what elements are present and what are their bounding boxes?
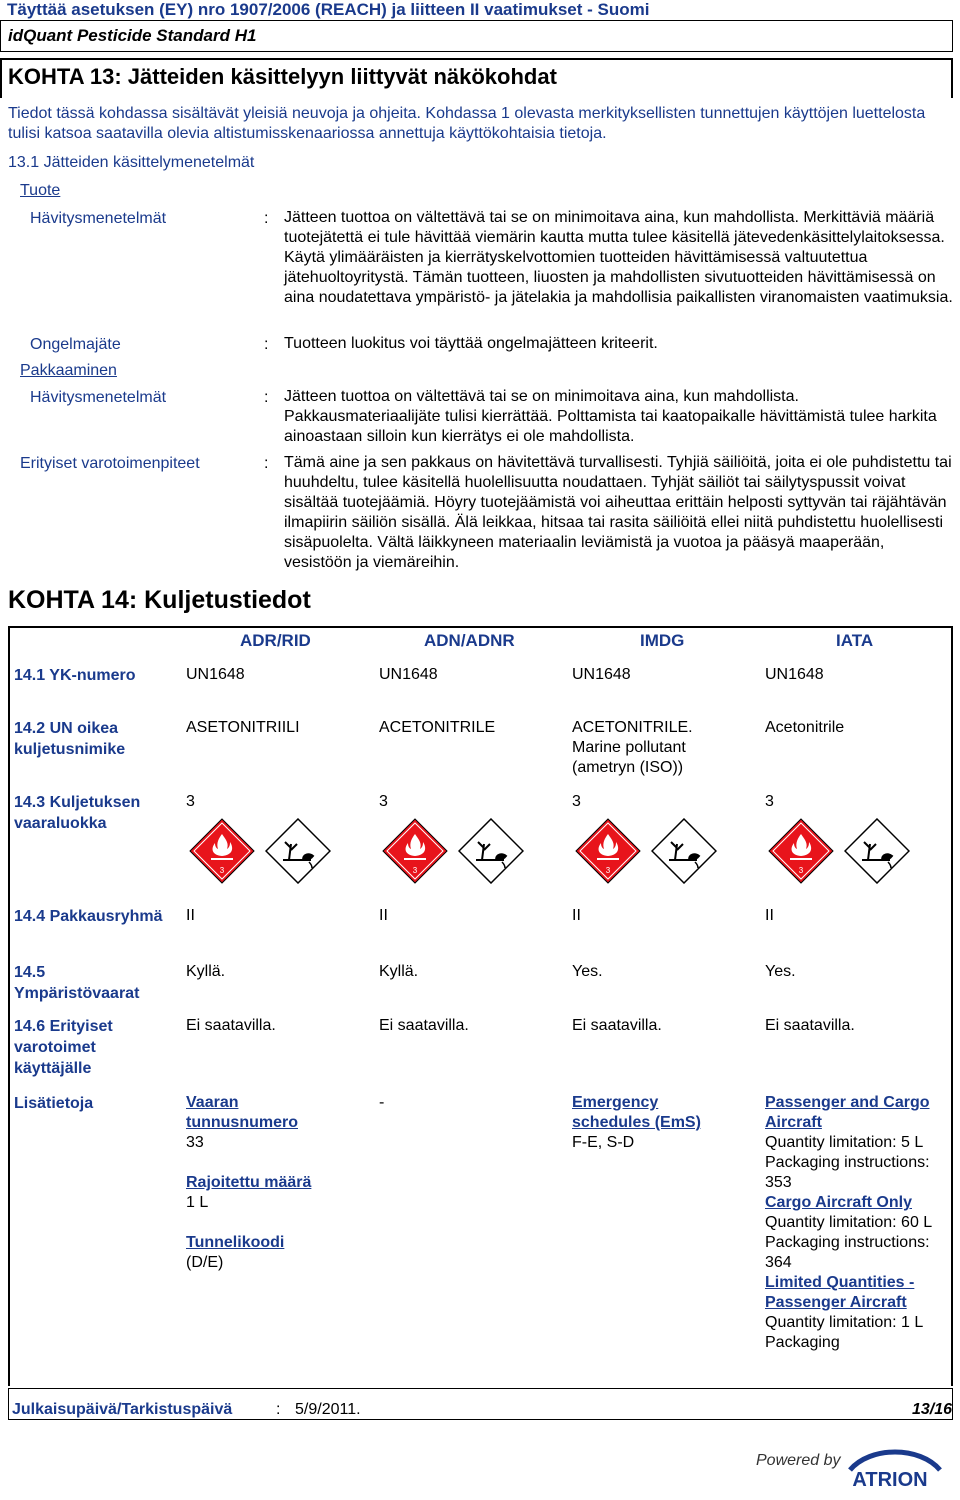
product-methods-label: Hävitysmenetelmät	[30, 210, 167, 227]
cell-sp-iata: Ei saatavilla.	[765, 1017, 855, 1034]
packaging-heading: Pakkaaminen	[20, 362, 117, 379]
cell-env-adn: Kyllä.	[379, 963, 419, 980]
ems-heading: Emergency schedules (EmS)	[572, 1094, 701, 1131]
passenger-cargo-value: Quantity limitation: 5 L Packaging instructions: 353	[765, 1134, 930, 1191]
cell-sp-adn: Ei saatavilla.	[379, 1017, 469, 1034]
col-header-imdg: IMDG	[640, 631, 685, 650]
cell-pg-imdg: II	[572, 907, 581, 924]
powered-by-label: Powered by	[756, 1452, 841, 1469]
colon: :	[264, 336, 269, 353]
colon: :	[264, 455, 269, 472]
row-label-shipping-name: 14.2 UN oikea kuljetusnimike	[14, 720, 126, 758]
cell-pg-adn: II	[379, 907, 388, 924]
cell-name-iata: Acetonitrile	[765, 719, 845, 736]
row-label-un-number: 14.1 YK-numero	[14, 667, 136, 684]
tunnel-code-heading: Tunnelikoodi	[186, 1234, 285, 1251]
additional-imdg	[572, 1093, 732, 1153]
cargo-only-heading: Cargo Aircraft Only	[765, 1194, 912, 1211]
row-label-hazard-class: 14.3 Kuljetuksen vaaraluokka	[14, 794, 141, 832]
cell-name-adr: ASETONITRIILI	[186, 719, 300, 736]
hazardous-waste-label: Ongelmajäte	[30, 336, 121, 353]
product-methods-value: Jätteen tuottoa on vältettävä tai se on minimoitava aina, kun mahdollista. Merkittäviä määriä tuotejätettä ei tule hävittää viemärin kautta mutta tulee käsitellä jätevedenkäsittelylaitoksessa. Käytä ylimääräisten ja kierrätyskelvottomien tuotteiden hävittämisessä valtuutettua jätehuoltoyritystä. Tämän tuotteen, liuosten ja mahdollisten sivutuotteiden hävittämisessä on aina noudatettava ympäristö- ja jätelakia ja mahdollisia paikallisten viranomaisten vaatimuksia.	[284, 209, 953, 306]
diamond-class-number: 3	[798, 866, 804, 875]
cell-sp-adr: Ei saatavilla.	[186, 1017, 276, 1034]
flammable-liquid-pictogram-icon	[575, 818, 641, 884]
row-label-additional: Lisätietoja	[14, 1095, 94, 1112]
page-number: 13/16	[911, 1401, 952, 1418]
colon: :	[264, 210, 269, 227]
cell-class-adr: 3	[186, 793, 195, 810]
limited-quantity-value: 1 L	[186, 1194, 209, 1211]
hazard-id-number-heading: Vaaran tunnusnumero	[186, 1094, 298, 1131]
environment-hazard-pictogram-icon	[265, 818, 331, 884]
cell-name-imdg: ACETONITRILE. Marine pollutant (ametryn (ISO))	[572, 719, 693, 776]
diamond-class-number: 3	[219, 866, 225, 875]
cell-un-adn: UN1648	[379, 666, 438, 683]
colon: :	[264, 389, 269, 406]
product-heading: Tuote	[20, 182, 61, 199]
environment-hazard-pictogram-icon	[651, 818, 717, 884]
cell-pg-iata: II	[765, 907, 774, 924]
cell-pg-adr: II	[186, 907, 195, 924]
environment-hazard-pictogram-icon	[844, 818, 910, 884]
ems-value: F-E, S-D	[572, 1134, 635, 1151]
footer-date-label: Julkaisupäivä/Tarkistuspäivä	[12, 1401, 233, 1418]
special-precautions-label: Erityiset varotoimenpiteet	[20, 455, 200, 472]
col-header-adn: ADN/ADNR	[424, 631, 515, 650]
row-label-special-precautions: 14.6 Erityiset varotoimet käyttäjälle	[14, 1018, 113, 1077]
flammable-liquid-pictogram-icon	[189, 818, 255, 884]
footer-date: 5/9/2011.	[295, 1401, 361, 1418]
limited-quantities-value: Quantity limitation: 1 L Packaging	[765, 1314, 923, 1351]
cell-class-adn: 3	[379, 793, 388, 810]
cell-env-imdg: Yes.	[572, 963, 603, 980]
section-14-title: KOHTA 14: Kuljetustiedot	[8, 586, 311, 614]
environment-hazard-pictogram-icon	[458, 818, 524, 884]
atrion-logo-icon	[820, 1442, 956, 1490]
passenger-cargo-heading: Passenger and Cargo Aircraft	[765, 1094, 930, 1131]
cargo-only-value: Quantity limitation: 60 L Packaging instructions: 364	[765, 1214, 932, 1271]
section-13-title: KOHTA 13: Jätteiden käsittelyyn liittyvät näkökohdat	[8, 64, 557, 89]
limited-quantity-heading: Rajoitettu määrä	[186, 1174, 312, 1191]
hazardous-waste-value: Tuotteen luokitus voi täyttää ongelmajätteen kriteerit.	[284, 335, 658, 352]
logo-text: ATRION	[852, 1469, 928, 1490]
section-13-intro: Tiedot tässä kohdassa sisältävät yleisiä neuvoja ja ohjeita. Kohdassa 1 olevasta merkityksellisten tunnettujen käyttöjen luettelosta tulisi katsoa saatavilla olevia altistumisskenaariossa annettuja käyttökohtaisia tietoja.	[8, 105, 926, 142]
hazard-id-number-value: 33	[186, 1134, 204, 1151]
additional-adr	[186, 1093, 336, 1273]
flammable-liquid-pictogram-icon	[768, 818, 834, 884]
row-label-packing-group: 14.4 Pakkausryhmä	[14, 908, 163, 925]
diamond-class-number: 3	[605, 866, 611, 875]
document-regulation-title: Täyttää asetuksen (EY) nro 1907/2006 (REACH) ja liitteen II vaatimukset - Suomi	[7, 0, 650, 19]
flammable-liquid-pictogram-icon	[382, 818, 448, 884]
cell-class-iata: 3	[765, 793, 774, 810]
footer-colon: :	[276, 1401, 281, 1418]
diamond-class-number: 3	[412, 866, 418, 875]
col-header-iata: IATA	[836, 631, 874, 650]
cell-sp-imdg: Ei saatavilla.	[572, 1017, 662, 1034]
limited-quantities-heading: Limited Quantities - Passenger Aircraft	[765, 1274, 915, 1311]
packaging-methods-label: Hävitysmenetelmät	[30, 389, 167, 406]
col-header-adr: ADR/RID	[240, 631, 311, 650]
cell-un-imdg: UN1648	[572, 666, 631, 683]
row-label-env-hazards: 14.5 Ympäristövaarat	[14, 964, 140, 1002]
packaging-methods-value: Jätteen tuottoa on vältettävä tai se on minimoitava aina, kun mahdollista. Pakkausmateriaalijäte tulisi kierrättää. Polttamista tai kaatopaikalle hävittämistä tulee harkita ainoastaan silloin kun kierrätys ei ole mahdollista.	[284, 388, 937, 445]
additional-adn: -	[379, 1094, 385, 1111]
cell-name-adn: ACETONITRILE	[379, 719, 496, 736]
additional-iata	[765, 1093, 945, 1353]
cell-class-imdg: 3	[572, 793, 581, 810]
subsection-13-1-title: 13.1 Jätteiden käsittelymenetelmät	[8, 154, 255, 171]
special-precautions-value: Tämä aine ja sen pakkaus on hävitettävä turvallisesti. Tyhjiä säiliöitä, joita ei ole puhdistettu tai huuhdeltu, tulee käsitellä huolellisuutta noudattaen. Tyhjät säiliöt tai säilytyspussit voivat sisältää tuotejäämiä. Höyry tuotejäämistä voi aiheuttaa erittäin helposti syttyvän tai räjähtävän ilmapiirin säiliön sisällä. Älä leikkaa, hitsaa tai rasita säiliöitä ellei niitä puhdistettu huolellisesti sisäpuolelta. Vältä läikkyneen materiaalin leviämistä ja vuotoa ja pääsyä maaperään, vesistöön ja viemäreihin.	[284, 454, 952, 571]
tunnel-code-value: (D/E)	[186, 1254, 224, 1271]
cell-un-iata: UN1648	[765, 666, 824, 683]
cell-env-iata: Yes.	[765, 963, 796, 980]
cell-un-adr: UN1648	[186, 666, 245, 683]
cell-env-adr: Kyllä.	[186, 963, 226, 980]
product-name: idQuant Pesticide Standard H1	[8, 26, 257, 45]
